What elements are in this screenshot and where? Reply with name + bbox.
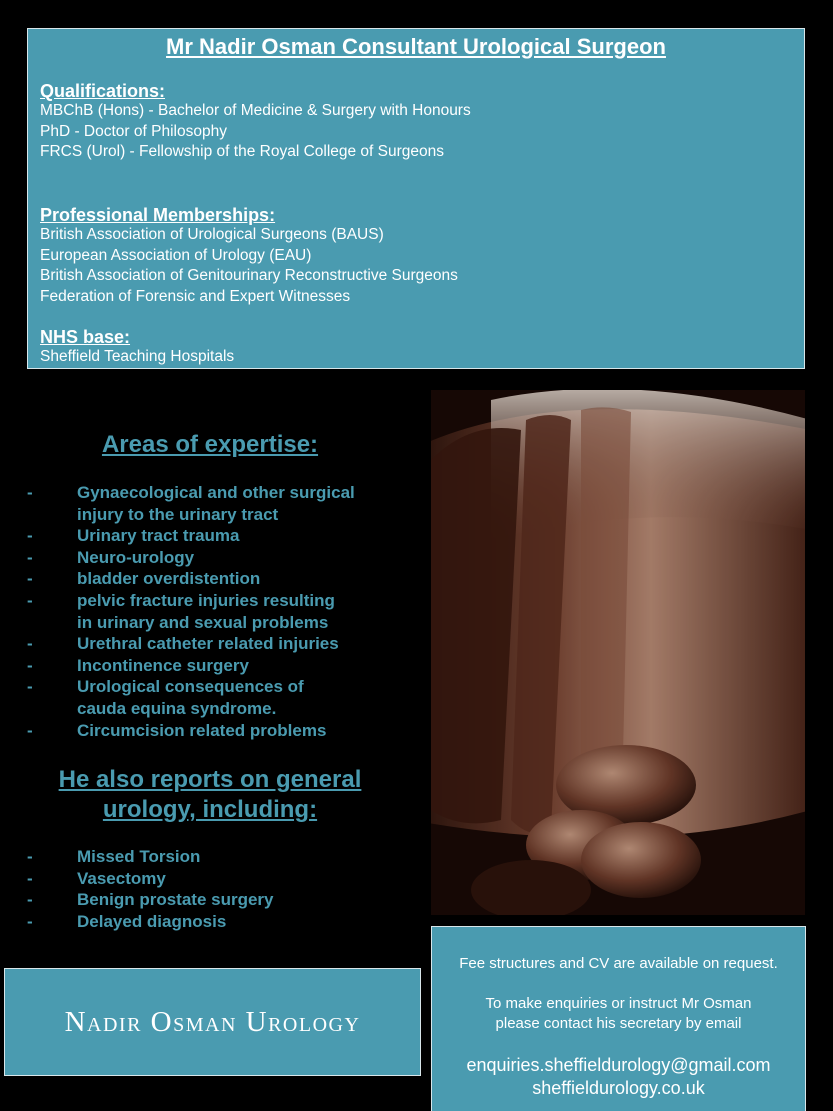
memberships-section: [40, 205, 458, 307]
list-item: [0, 889, 420, 911]
brand-logo: Nadir Osman Urology: [64, 1005, 361, 1038]
list-item-text: pelvic fracture injuries resulting: [77, 590, 335, 610]
list-item: [0, 846, 420, 868]
list-bullet: -: [27, 911, 33, 931]
list-bullet: -: [27, 847, 33, 867]
list-item-text: Circumcision related problems: [77, 720, 327, 740]
list-item: [0, 868, 420, 890]
general-heading-line: He also reports on general: [58, 766, 362, 794]
membership-item: British Association of Urological Surgeons (BAUS): [40, 226, 384, 243]
general-heading: [0, 765, 420, 825]
membership-item: Federation of Forensic and Expert Witnesses: [40, 287, 351, 305]
list-item-text: in urinary and sexual problems: [77, 612, 329, 632]
list-item: [0, 633, 420, 655]
membership-item: British Association of Genitourinary Reconstructive Surgeons: [40, 267, 458, 284]
logo-panel: [4, 968, 421, 1076]
list-bullet: -: [27, 868, 33, 888]
list-item: [0, 590, 420, 633]
list-item-text: Urinary tract trauma: [77, 526, 240, 546]
expertise-heading: Areas of expertise:: [101, 431, 319, 458]
membership-item: European Association of Urology (EAU): [40, 246, 312, 264]
list-bullet: -: [27, 634, 33, 654]
contact-panel: [431, 926, 806, 1111]
list-item-text: cauda equina syndrome.: [77, 698, 277, 718]
enquiry-line: please contact his secretary by email: [495, 1015, 742, 1032]
nhs-value: Sheffield Teaching Hospitals: [40, 348, 235, 365]
general-list: [0, 846, 420, 932]
general-heading-line: urology, including:: [102, 796, 318, 824]
list-item: [0, 676, 420, 719]
page-title: Mr Nadir Osman Consultant Urological Surgeon: [166, 34, 666, 59]
list-item-text: Incontinence surgery: [77, 655, 249, 675]
fees-note: Fee structures and CV are available on request.: [459, 955, 778, 972]
list-item-text: injury to the urinary tract: [77, 504, 279, 524]
qualifications-section: [40, 81, 471, 163]
gavel-photo: [431, 390, 805, 915]
website-link[interactable]: sheffieldurology.co.uk: [532, 1077, 705, 1098]
list-item-text: Vasectomy: [77, 868, 166, 888]
list-item-text: Missed Torsion: [77, 847, 201, 867]
list-bullet: -: [27, 526, 33, 546]
list-bullet: -: [27, 547, 33, 567]
gavel-illustration: [431, 390, 805, 915]
list-item: [0, 525, 420, 547]
enquiry-line: To make enquiries or instruct Mr Osman: [485, 994, 752, 1012]
list-item-text: Delayed diagnosis: [77, 911, 227, 931]
memberships-heading: Professional Memberships:: [40, 205, 276, 225]
profile-panel: [27, 28, 805, 369]
list-item-text: Neuro-urology: [77, 547, 195, 567]
list-bullet: -: [27, 655, 33, 675]
expertise-list: [0, 482, 420, 741]
list-bullet: -: [27, 677, 33, 697]
list-item: [0, 547, 420, 569]
list-bullet: -: [27, 569, 33, 589]
list-bullet: -: [27, 590, 33, 610]
list-item: [0, 720, 420, 742]
list-item-text: bladder overdistention: [77, 569, 261, 589]
qualifications-heading: Qualifications:: [40, 81, 166, 101]
list-item: [0, 482, 420, 525]
email-link[interactable]: enquiries.sheffieldurology@gmail.com: [466, 1054, 771, 1075]
list-item-text: Gynaecological and other surgical: [77, 483, 355, 502]
list-item: [0, 655, 420, 677]
nhs-heading: NHS base:: [40, 327, 131, 347]
nhs-section: [40, 327, 234, 368]
expertise-section: [0, 430, 420, 933]
list-item: [0, 568, 420, 590]
list-bullet: -: [27, 483, 33, 502]
qualification-item: FRCS (Urol) - Fellowship of the Royal College of Surgeons: [40, 143, 445, 160]
list-item-text: Benign prostate surgery: [77, 890, 274, 910]
list-item-text: Urethral catheter related injuries: [77, 634, 339, 654]
list-item-text: Urological consequences of: [77, 677, 304, 697]
list-item: [0, 911, 420, 933]
list-bullet: -: [27, 720, 33, 740]
qualification-item: PhD - Doctor of Philosophy: [40, 122, 227, 140]
qualification-item: MBChB (Hons) - Bachelor of Medicine & Surgery with Honours: [40, 102, 471, 119]
list-bullet: -: [27, 890, 33, 910]
